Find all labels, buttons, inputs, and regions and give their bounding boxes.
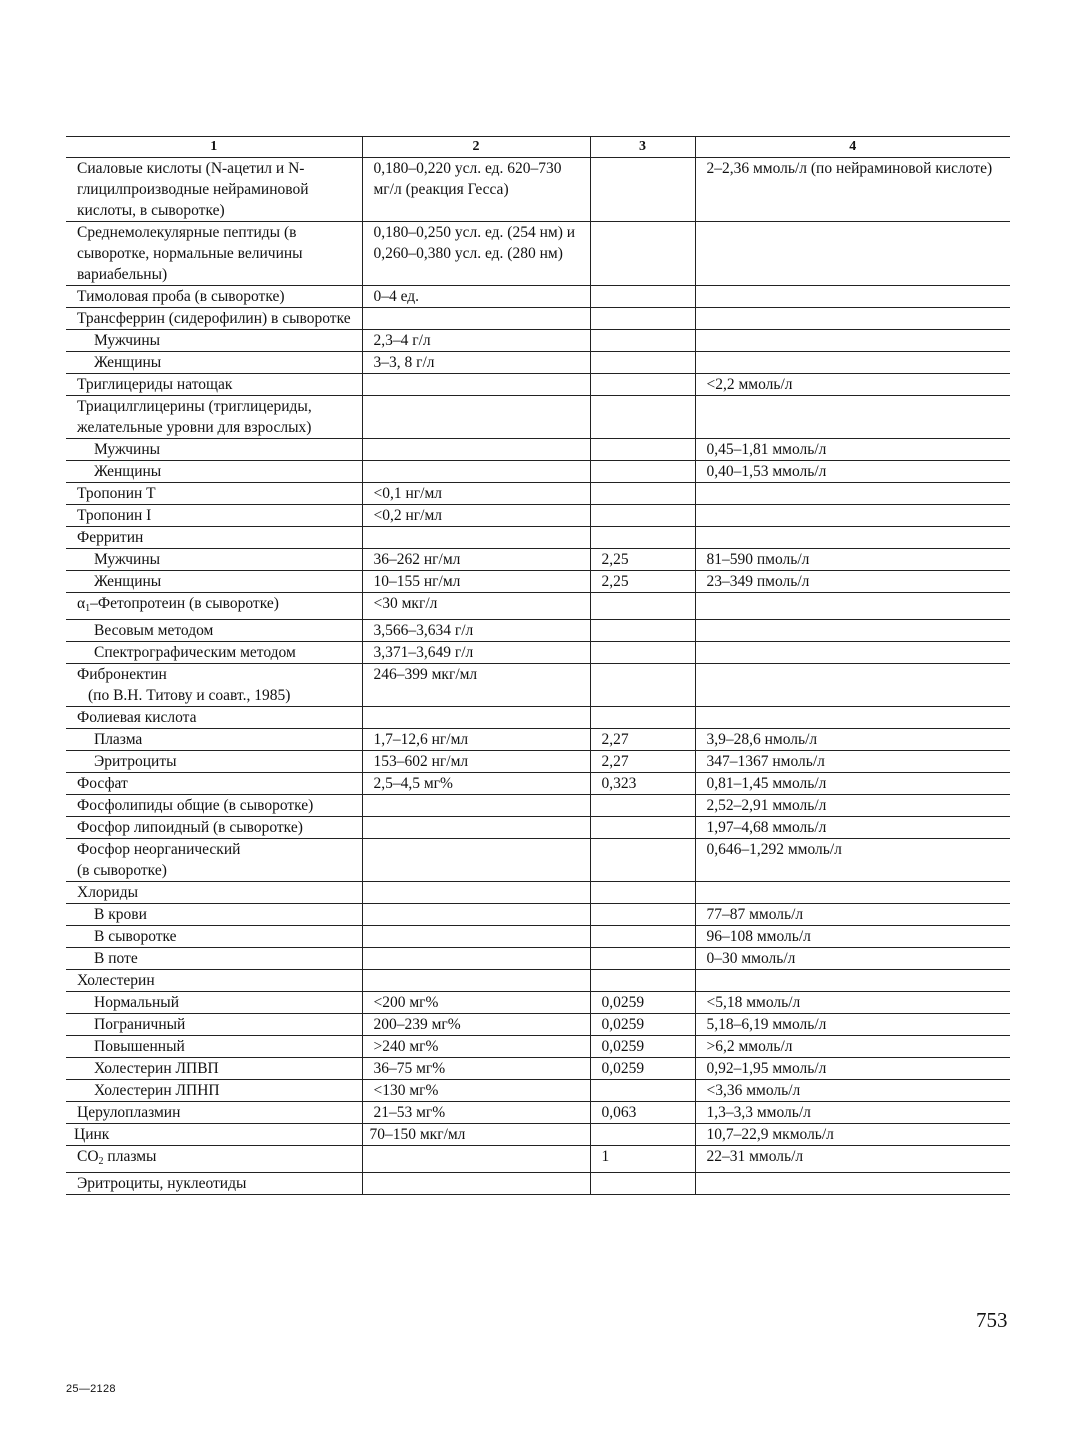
si-value-cell: 0,81–1,45 ммоль/л <box>695 773 1010 795</box>
value-cell <box>362 817 590 839</box>
table-row <box>66 396 1010 439</box>
table-row <box>66 483 1010 505</box>
table-row <box>66 330 1010 352</box>
factor-cell <box>590 593 695 620</box>
si-value-cell: 23–349 пмоль/л <box>695 571 1010 593</box>
factor-cell <box>590 642 695 664</box>
si-value-cell: 0,45–1,81 ммоль/л <box>695 439 1010 461</box>
value-cell <box>362 1173 590 1195</box>
value-cell: >240 мг% <box>362 1036 590 1058</box>
si-value-cell: 0,40–1,53 ммоль/л <box>695 461 1010 483</box>
value-cell: 36–262 нг/мл <box>362 549 590 571</box>
indicator-cell: Сиаловые кислоты (N-ацетил и N-глицилпроизводные нейраминовой кислоты, в сыворотке) <box>66 158 362 222</box>
factor-cell <box>590 374 695 396</box>
si-value-cell <box>695 308 1010 330</box>
si-value-cell <box>695 642 1010 664</box>
table-row <box>66 795 1010 817</box>
si-value-cell: >6,2 ммоль/л <box>695 1036 1010 1058</box>
factor-cell <box>590 330 695 352</box>
indicator-cell: Нормальный <box>66 992 362 1014</box>
table-row <box>66 374 1010 396</box>
table-row <box>66 664 1010 707</box>
value-cell <box>362 707 590 729</box>
factor-cell <box>590 461 695 483</box>
column-header-1: 1 <box>66 137 362 158</box>
column-header-4: 4 <box>695 137 1010 158</box>
factor-cell <box>590 439 695 461</box>
table-row <box>66 729 1010 751</box>
value-cell <box>362 374 590 396</box>
factor-cell <box>590 620 695 642</box>
factor-cell <box>590 158 695 222</box>
si-value-cell: 96–108 ммоль/л <box>695 926 1010 948</box>
table-row <box>66 593 1010 620</box>
table-row <box>66 308 1010 330</box>
table-row <box>66 707 1010 729</box>
table-row <box>66 948 1010 970</box>
table-row <box>66 1102 1010 1124</box>
indicator-cell: Фосфолипиды общие (в сыворотке) <box>66 795 362 817</box>
value-cell <box>362 970 590 992</box>
value-cell: <200 мг% <box>362 992 590 1014</box>
indicator-cell: Мужчины <box>66 549 362 571</box>
factor-cell <box>590 882 695 904</box>
indicator-cell: Тимоловая проба (в сыворотке) <box>66 286 362 308</box>
value-cell <box>362 882 590 904</box>
table-row <box>66 527 1010 549</box>
column-header-3: 3 <box>590 137 695 158</box>
indicator-cell: Фосфат <box>66 773 362 795</box>
si-value-cell: 1,97–4,68 ммоль/л <box>695 817 1010 839</box>
table-row <box>66 461 1010 483</box>
table-row <box>66 620 1010 642</box>
value-cell: 36–75 мг% <box>362 1058 590 1080</box>
si-value-cell <box>695 620 1010 642</box>
value-cell <box>362 527 590 549</box>
indicator-cell: Плазма <box>66 729 362 751</box>
indicator-cell: Холестерин <box>66 970 362 992</box>
si-value-cell <box>695 882 1010 904</box>
si-value-cell <box>695 396 1010 439</box>
factor-cell: 1 <box>590 1146 695 1173</box>
si-value-cell: 22–31 ммоль/л <box>695 1146 1010 1173</box>
si-value-cell: 0,646–1,292 ммоль/л <box>695 839 1010 882</box>
si-value-cell: <3,36 ммоль/л <box>695 1080 1010 1102</box>
table-row <box>66 1080 1010 1102</box>
indicator-text: CO <box>77 1148 99 1165</box>
indicator-cell: В поте <box>66 948 362 970</box>
indicator-cell: Фосфор липоидный (в сыворотке) <box>66 817 362 839</box>
table-row <box>66 439 1010 461</box>
indicator-cell: Холестерин ЛПВП <box>66 1058 362 1080</box>
indicator-cell: Эритроциты <box>66 751 362 773</box>
si-value-cell <box>695 593 1010 620</box>
print-code: 25—2128 <box>66 1383 116 1395</box>
table-row <box>66 882 1010 904</box>
table-row <box>66 817 1010 839</box>
page-number: 753 <box>976 1308 1008 1332</box>
si-value-cell: 1,3–3,3 ммоль/л <box>695 1102 1010 1124</box>
table-row <box>66 970 1010 992</box>
indicator-cell: Среднемолекулярные пептиды (в сыворотке, нормальные величины вариабельны) <box>66 222 362 286</box>
si-value-cell <box>695 664 1010 707</box>
indicator-cell: Триглицериды натощак <box>66 374 362 396</box>
indicator-cell: Трансферрин (сидерофилин) в сыворотке <box>66 308 362 330</box>
factor-cell <box>590 483 695 505</box>
value-cell <box>362 1146 590 1173</box>
indicator-cell: Спектрографическим методом <box>66 642 362 664</box>
value-cell: 0–4 ед. <box>362 286 590 308</box>
indicator-note: (по В.Н. Титову и соавт., 1985) <box>88 687 291 704</box>
factor-cell <box>590 707 695 729</box>
value-cell: 200–239 мг% <box>362 1014 590 1036</box>
factor-cell: 0,0259 <box>590 1014 695 1036</box>
table-row <box>66 352 1010 374</box>
factor-cell: 0,0259 <box>590 992 695 1014</box>
table-row <box>66 1124 1010 1146</box>
si-value-cell: 5,18–6,19 ммоль/л <box>695 1014 1010 1036</box>
indicator-cell: Триацилглицерины (триглицериды, желательные уровни для взрослых) <box>66 396 362 439</box>
value-cell <box>362 926 590 948</box>
factor-cell <box>590 1080 695 1102</box>
si-value-cell <box>695 483 1010 505</box>
table-row <box>66 286 1010 308</box>
factor-cell: 2,25 <box>590 571 695 593</box>
factor-cell <box>590 926 695 948</box>
si-value-cell: 10,7–22,9 мкмоль/л <box>695 1124 1010 1146</box>
factor-cell: 2,25 <box>590 549 695 571</box>
indicator-text: –Фетопротеин (в сыворотке) <box>90 595 279 612</box>
value-cell: 246–399 мкг/мл <box>362 664 590 707</box>
value-cell: 3–3, 8 г/л <box>362 352 590 374</box>
factor-cell <box>590 505 695 527</box>
si-value-cell <box>695 1173 1010 1195</box>
indicator-cell <box>66 1146 362 1173</box>
value-cell <box>362 948 590 970</box>
table-row <box>66 222 1010 286</box>
factor-cell <box>590 1124 695 1146</box>
subscript: 2 <box>98 1156 104 1167</box>
factor-cell <box>590 839 695 882</box>
table-row <box>66 926 1010 948</box>
indicator-cell: Женщины <box>66 461 362 483</box>
table-row <box>66 642 1010 664</box>
si-value-cell <box>695 286 1010 308</box>
indicator-cell: Холестерин ЛПНП <box>66 1080 362 1102</box>
value-cell: <0,2 нг/мл <box>362 505 590 527</box>
column-header-2: 2 <box>362 137 590 158</box>
factor-cell: 0,323 <box>590 773 695 795</box>
value-cell <box>362 839 590 882</box>
indicator-text: Фибронектин <box>77 666 167 683</box>
indicator-cell: Тропонин I <box>66 505 362 527</box>
factor-cell <box>590 352 695 374</box>
factor-cell <box>590 795 695 817</box>
indicator-cell: Эритроциты, нуклеотиды <box>66 1173 362 1195</box>
si-value-cell <box>695 505 1010 527</box>
table-row <box>66 773 1010 795</box>
indicator-cell: В сыворотке <box>66 926 362 948</box>
table-row <box>66 751 1010 773</box>
factor-cell <box>590 396 695 439</box>
factor-cell <box>590 308 695 330</box>
table-row <box>66 1014 1010 1036</box>
table-row <box>66 571 1010 593</box>
table-row <box>66 1058 1010 1080</box>
reference-values-table <box>66 136 1010 1195</box>
indicator-cell: В крови <box>66 904 362 926</box>
indicator-cell: Цинк <box>66 1124 362 1146</box>
indicator-cell: Повышенный <box>66 1036 362 1058</box>
si-value-cell: 2,52–2,91 ммоль/л <box>695 795 1010 817</box>
si-value-cell <box>695 527 1010 549</box>
value-cell: 3,371–3,649 г/л <box>362 642 590 664</box>
value-cell: 153–602 нг/мл <box>362 751 590 773</box>
header-row <box>66 137 1010 158</box>
indicator-cell <box>66 664 362 707</box>
indicator-note: (в сыворотке) <box>77 862 167 879</box>
value-cell: 0,180–0,250 усл. ед. (254 нм) и 0,260–0,380 усл. ед. (280 нм) <box>362 222 590 286</box>
factor-cell <box>590 222 695 286</box>
factor-cell <box>590 970 695 992</box>
table-row <box>66 904 1010 926</box>
value-cell: 2,3–4 г/л <box>362 330 590 352</box>
table-row <box>66 1173 1010 1195</box>
si-value-cell: 3,9–28,6 нмоль/л <box>695 729 1010 751</box>
factor-cell <box>590 1173 695 1195</box>
factor-cell: 0,063 <box>590 1102 695 1124</box>
indicator-cell: Женщины <box>66 571 362 593</box>
indicator-cell <box>66 839 362 882</box>
factor-cell <box>590 904 695 926</box>
si-value-cell <box>695 352 1010 374</box>
indicator-text-suffix: плазмы <box>103 1148 157 1165</box>
alpha-symbol: α <box>77 595 86 612</box>
factor-cell <box>590 948 695 970</box>
table-row <box>66 158 1010 222</box>
table-row <box>66 839 1010 882</box>
si-value-cell <box>695 222 1010 286</box>
si-value-cell <box>695 330 1010 352</box>
value-cell: 1,7–12,6 нг/мл <box>362 729 590 751</box>
table-row <box>66 992 1010 1014</box>
value-cell: 0,180–0,220 усл. ед. 620–730 мг/л (реакция Гесса) <box>362 158 590 222</box>
value-cell: <130 мг% <box>362 1080 590 1102</box>
table-row <box>66 549 1010 571</box>
si-value-cell: 347–1367 нмоль/л <box>695 751 1010 773</box>
factor-cell: 0,0259 <box>590 1036 695 1058</box>
value-cell: 70–150 мкг/мл <box>362 1124 590 1146</box>
factor-cell: 2,27 <box>590 729 695 751</box>
factor-cell <box>590 527 695 549</box>
factor-cell <box>590 817 695 839</box>
indicator-cell <box>66 593 362 620</box>
value-cell: 3,566–3,634 г/л <box>362 620 590 642</box>
si-value-cell <box>695 707 1010 729</box>
si-value-cell <box>695 970 1010 992</box>
si-value-cell: 81–590 пмоль/л <box>695 549 1010 571</box>
indicator-text: Фосфор неорганический <box>77 841 241 858</box>
si-value-cell: 2–2,36 ммоль/л (по нейраминовой кислоте) <box>695 158 1010 222</box>
si-value-cell: 0,92–1,95 ммоль/л <box>695 1058 1010 1080</box>
factor-cell: 2,27 <box>590 751 695 773</box>
value-cell: 2,5–4,5 мг% <box>362 773 590 795</box>
factor-cell: 0,0259 <box>590 1058 695 1080</box>
si-value-cell: <2,2 ммоль/л <box>695 374 1010 396</box>
subscript: 1 <box>85 603 91 614</box>
factor-cell <box>590 286 695 308</box>
indicator-cell: Тропонин T <box>66 483 362 505</box>
indicator-cell: Женщины <box>66 352 362 374</box>
value-cell: <30 мкг/л <box>362 593 590 620</box>
value-cell <box>362 461 590 483</box>
indicator-cell: Весовым методом <box>66 620 362 642</box>
value-cell <box>362 308 590 330</box>
table-row <box>66 1146 1010 1173</box>
value-cell: 21–53 мг% <box>362 1102 590 1124</box>
value-cell <box>362 904 590 926</box>
table-row <box>66 1036 1010 1058</box>
indicator-cell: Пограничный <box>66 1014 362 1036</box>
indicator-cell: Хлориды <box>66 882 362 904</box>
value-cell <box>362 795 590 817</box>
factor-cell <box>590 664 695 707</box>
indicator-cell: Ферритин <box>66 527 362 549</box>
indicator-cell: Мужчины <box>66 330 362 352</box>
indicator-cell: Церулоплазмин <box>66 1102 362 1124</box>
si-value-cell: 0–30 ммоль/л <box>695 948 1010 970</box>
value-cell <box>362 396 590 439</box>
si-value-cell: <5,18 ммоль/л <box>695 992 1010 1014</box>
indicator-cell: Фолиевая кислота <box>66 707 362 729</box>
si-value-cell: 77–87 ммоль/л <box>695 904 1010 926</box>
indicator-cell: Мужчины <box>66 439 362 461</box>
value-cell: 10–155 нг/мл <box>362 571 590 593</box>
value-cell <box>362 439 590 461</box>
value-cell: <0,1 нг/мл <box>362 483 590 505</box>
table-row <box>66 505 1010 527</box>
